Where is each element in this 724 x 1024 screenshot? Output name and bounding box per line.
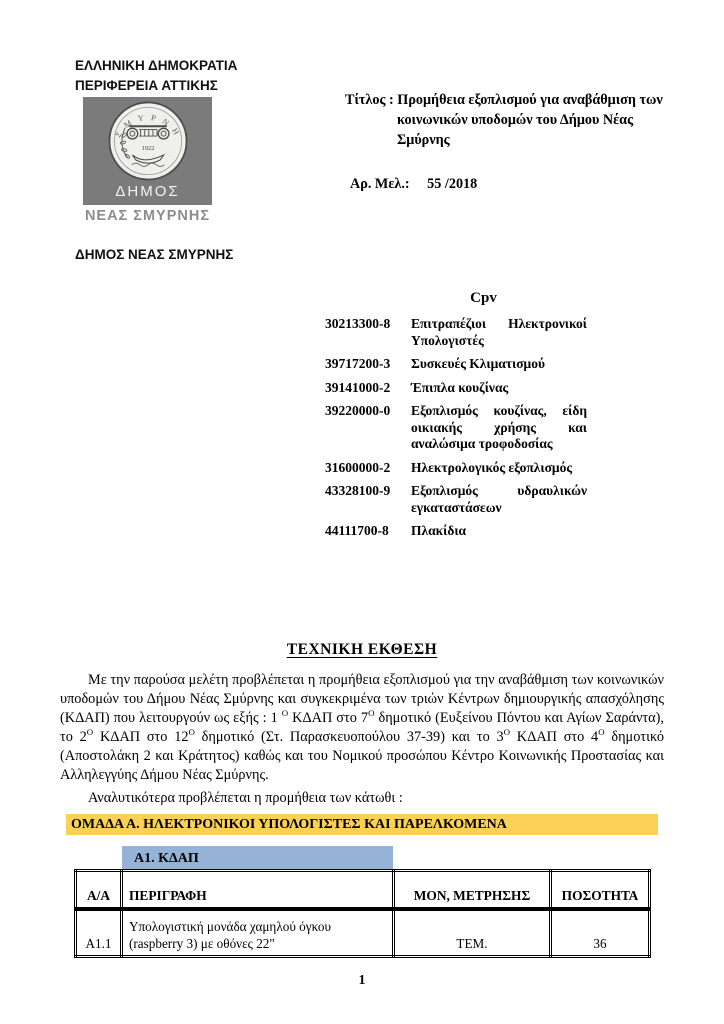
cpv-code: 39717200-3 <box>325 356 391 371</box>
table-row <box>76 909 650 957</box>
svg-text:ΣΜΥΡΝΗ: ΣΜΥΡΝΗ <box>113 112 184 143</box>
study-number <box>350 176 477 193</box>
report-paragraph-2: Αναλυτικότερα προβλέπεται η προμήθεια των κάτωθι : <box>88 790 403 806</box>
cpv-label: Έπιπλα κουζίνας <box>411 379 509 395</box>
svg-text:1922: 1922 <box>140 145 155 153</box>
cpv-heading: Cpv <box>470 290 497 306</box>
items-table <box>74 869 651 958</box>
col-header-aa: Α/Α <box>76 871 122 909</box>
report-paragraph-1: Με την παρούσα μελέτη προβλέπεται η προμήθεια εξοπλισμού για την αναβάθμιση των κοινωνικών υποδομών του Δήμου Νέας Σμύρνης και συγκεκριμένα των τριών Κέντρων δημιουργικής απασχόλησης (ΚΔΑΠ) που λειτουργούν ως εξής : 1 $^O$ ΚΔΑΠ στο $7^O$ δημοτικό (Ευξείνου Πόντου και Αγίων Σαράντα), το $2^O$ ΚΔΑΠ στο $12^O$ δημοτικό (Στ. Παρασκευοπούλου 37-39) και το $3^O$ ΚΔΑΠ στο $4^O$ δημοτικό (Αποστολάκη 2 και Κράτητος) καθώς και του Νομικού προσώπου Κέντρο Κοινωνικής Προστασίας και Αλληλεγγύης Δήμου Νέας Σμύρνης. <box>60 672 665 783</box>
logo-label-neas-smyrnis: ΝΕΑΣ ΣΜΥΡΝΗΣ <box>84 208 211 224</box>
org-line-region: ΠΕΡΙΦΕΡΕΙΑ ΑΤΤΙΚΗΣ <box>75 78 218 93</box>
cpv-label: Εξοπλισμός κουζίνας, είδη οικιακής χρήσης και αναλώσιμα τροφοδοσίας <box>411 403 587 451</box>
page-number: 1 <box>358 972 366 987</box>
cpv-label: Εξοπλισμός υδραυλικών εγκαταστάσεων <box>411 483 587 515</box>
row-id: Α1.1 <box>76 909 122 957</box>
title-text: Προμήθεια εξοπλισμού για αναβάθμιση των κοινωνικών υποδομών του Δήμου Νέας Σμύρνης <box>397 92 663 148</box>
cpv-item <box>325 483 587 516</box>
cpv-item <box>325 523 587 540</box>
cpv-section <box>325 290 587 547</box>
cpv-label: Ηλεκτρολογικός εξοπλισμός <box>411 459 573 475</box>
municipality-name: ΔΗΜΟΣ ΝΕΑΣ ΣΜΥΡΝΗΣ <box>75 247 234 262</box>
study-number-label: Αρ. Μελ.: <box>350 176 410 192</box>
technical-report-body <box>60 671 664 808</box>
technical-report-heading: ΤΕΧΝΙΚΗ ΕΚΘΕΣΗ <box>286 641 438 658</box>
municipality-logo <box>83 97 212 205</box>
cpv-code: 39220000-0 <box>325 403 391 418</box>
col-header-unit: ΜΟΝ, ΜΕΤΡΗΣΗΣ <box>394 871 551 909</box>
subgroup-a1-heading: Α1. ΚΔΑΠ <box>122 846 393 869</box>
row-quantity: 36 <box>551 909 650 957</box>
col-header-description: ΠΕΡΙΓΡΑΦΗ <box>122 871 394 909</box>
cpv-item <box>325 403 587 453</box>
org-line-republic: ΕΛΛΗΝΙΚΗ ΔΗΜΟΚΡΑΤΙΑ <box>75 58 238 73</box>
cpv-item <box>325 316 587 349</box>
project-title <box>345 90 667 150</box>
cpv-item <box>325 356 587 373</box>
col-header-quantity: ΠΟΣΟΤΗΤΑ <box>551 871 650 909</box>
row-unit: ΤΕΜ. <box>394 909 551 957</box>
cpv-code: 43328100-9 <box>325 483 391 498</box>
cpv-code: 39141000-2 <box>325 379 391 395</box>
cpv-code: 44111700-8 <box>325 523 389 538</box>
row-description: Υπολογιστική μονάδα χαμηλού όγκου (raspberry 3) με οθόνες 22" <box>122 909 394 957</box>
cpv-label: Συσκευές Κλιματισμού <box>411 356 545 371</box>
issuing-authority <box>75 56 237 96</box>
study-number-value: 55 /2018 <box>427 176 478 192</box>
logo-label-dimos: ΔΗΜΟΣ <box>115 183 180 200</box>
cpv-item <box>325 460 587 477</box>
cpv-code: 31600000-2 <box>325 459 391 475</box>
cpv-item <box>325 380 587 397</box>
cpv-label: Πλακίδια <box>411 523 467 538</box>
group-a-heading: ΟΜΑΔΑ Α. ΗΛΕΚΤΡΟΝΙΚΟΙ ΥΠΟΛΟΓΙΣΤΕΣ ΚΑΙ ΠΑΡΕΛΚΟΜΕΝΑ <box>66 814 658 835</box>
cpv-list <box>325 316 587 540</box>
title-label: Τίτλος : <box>345 92 394 108</box>
table-header-row <box>76 871 650 909</box>
municipal-seal-icon <box>107 100 189 182</box>
cpv-label: Επιτραπέζιοι Ηλεκτρονικοί Υπολογιστές <box>411 316 587 348</box>
cpv-code: 30213300-8 <box>325 316 391 331</box>
